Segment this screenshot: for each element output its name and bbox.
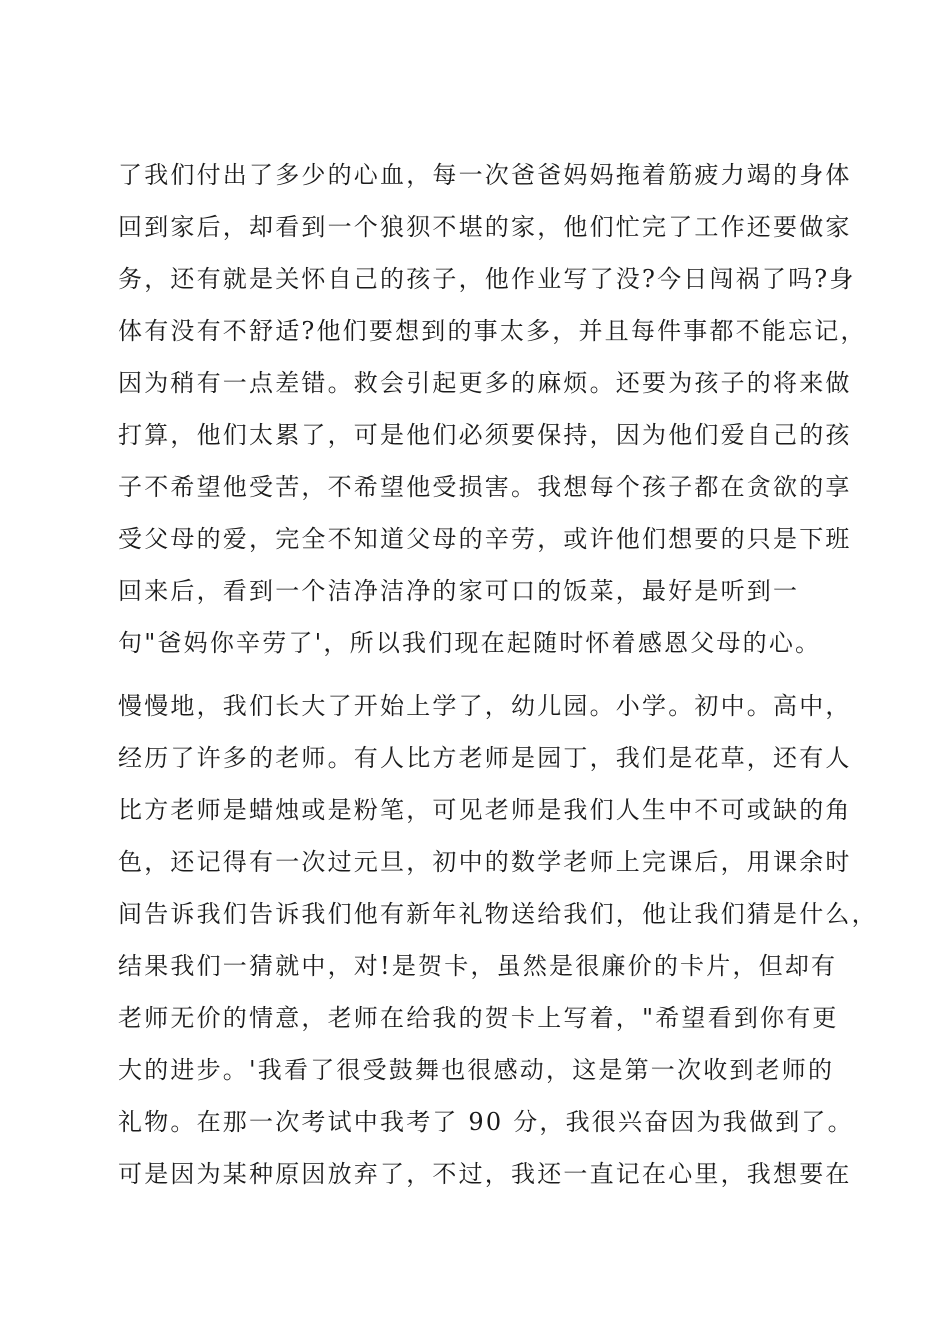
- text-line: 比方老师是蜡烛或是粉笔，可见老师是我们人生中不可或缺的角: [118, 796, 852, 824]
- text-line: 因为稍有一点差错。救会引起更多的麻烦。还要为孩子的将来做: [118, 369, 852, 397]
- text-line: 可是因为某种原因放弃了，不过，我还一直记在心里，我想要在: [118, 1160, 852, 1188]
- text-line: 老师无价的情意，老师在给我的贺卡上写着，"希望看到你有更: [118, 1004, 839, 1032]
- text-line: 务，还有就是关怀自己的孩子，他作业写了没?今日闯祸了吗?身: [118, 265, 856, 293]
- text-line: 礼物。在那一次考试中我考了 90 分，我很兴奋因为我做到了。: [118, 1108, 854, 1136]
- text-line: 回来后，看到一个洁净洁净的家可口的饭菜，最好是听到一: [118, 577, 800, 605]
- text-line: 受父母的爱，完全不知道父母的辛劳，或许他们想要的只是下班: [118, 525, 852, 553]
- text-line: 间告诉我们告诉我们他有新年礼物送给我们，他让我们猜是什么，: [118, 900, 878, 928]
- paragraph-teachers: [118, 680, 878, 1200]
- paragraph-gratitude-parents: [118, 149, 867, 669]
- text-line: 慢慢地，我们长大了开始上学了，幼儿园。小学。初中。高中，: [118, 692, 852, 720]
- text-line: 子不希望他受苦，不希望他受损害。我想每个孩子都在贪欲的享: [118, 473, 852, 501]
- text-line: 句"爸妈你辛劳了'，所以我们现在起随时怀着感恩父母的心。: [118, 629, 822, 657]
- text-line: 打算，他们太累了，可是他们必须要保持，因为他们爱自己的孩: [118, 421, 852, 449]
- text-line: 回到家后，却看到一个狼狈不堪的家，他们忙完了工作还要做家: [118, 213, 852, 241]
- text-line: 体有没有不舒适?他们要想到的事太多，并且每件事都不能忘记，: [118, 317, 867, 345]
- text-line: 经历了许多的老师。有人比方老师是园丁，我们是花草，还有人: [118, 744, 852, 772]
- text-line: 色，还记得有一次过元旦，初中的数学老师上完课后，用课余时: [118, 848, 852, 876]
- text-line: 了我们付出了多少的心血，每一次爸爸妈妈拖着筋疲力竭的身体: [118, 161, 852, 189]
- text-line: 大的进步。'我看了很受鼓舞也很感动，这是第一次收到老师的: [118, 1056, 835, 1084]
- text-line: 结果我们一猜就中，对!是贺卡，虽然是很廉价的卡片，但却有: [118, 952, 838, 980]
